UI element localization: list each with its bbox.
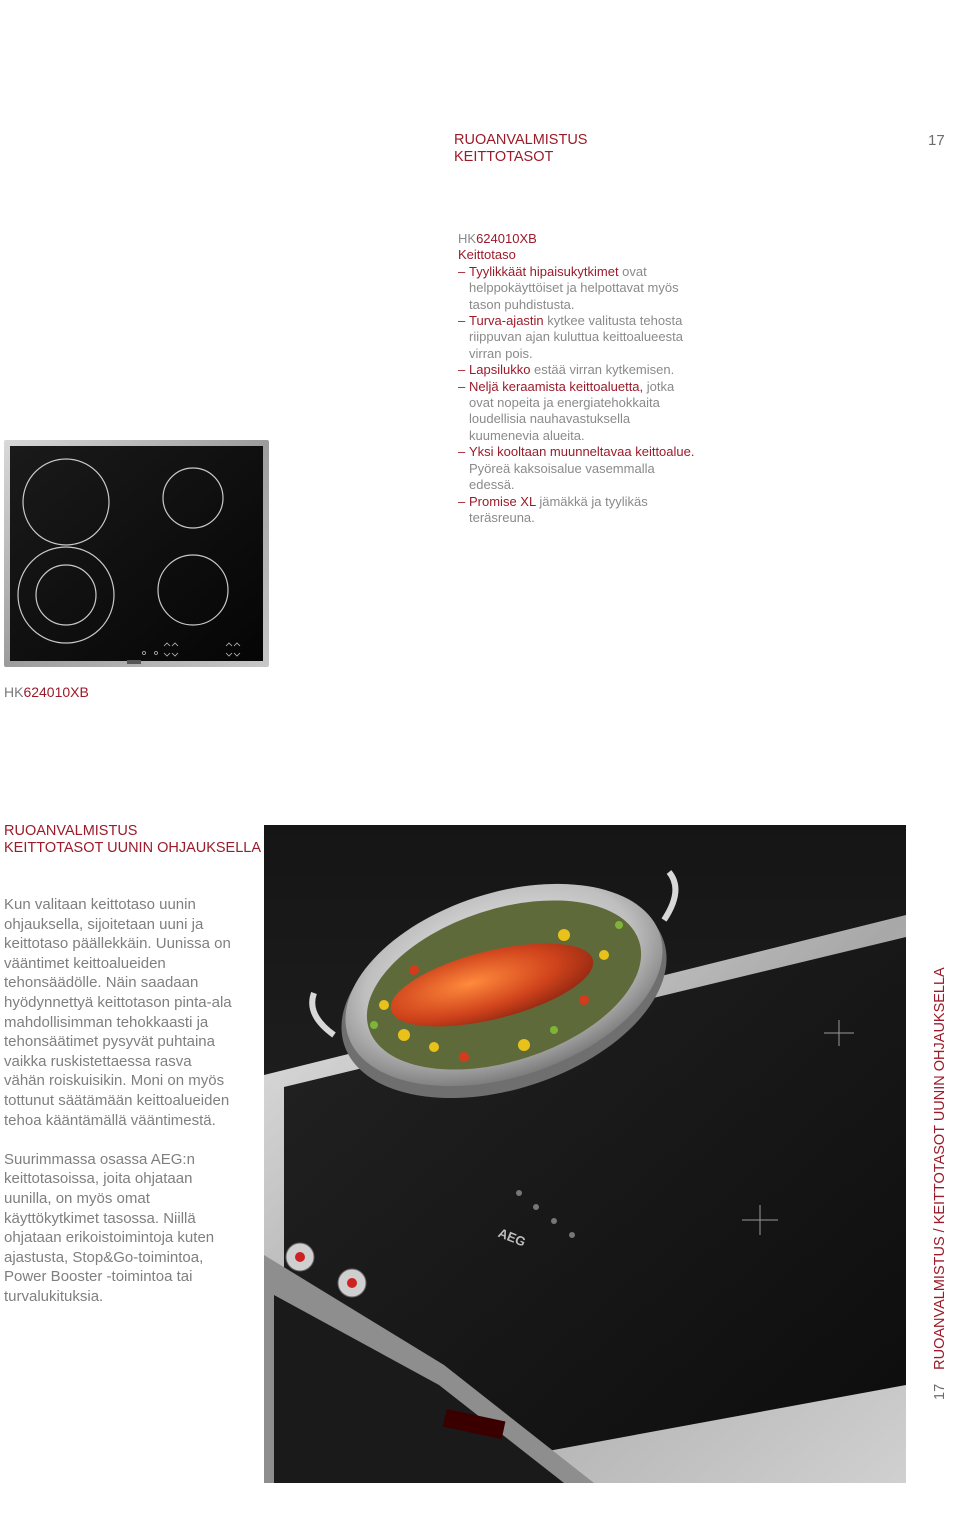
product-model-prefix: HK: [458, 231, 477, 246]
section-heading-line2: KEITTOTASOT: [454, 149, 554, 165]
feature-text: jotka ovat nopeita ja energiatehokkaita loudellisia nauhavastuksella kuumenevia alueita.: [469, 378, 675, 443]
feature-text: Pyöreä kaksoisalue vasemmalla edessä.: [469, 460, 655, 493]
aeg-logo: AEG: [496, 1225, 528, 1250]
feature-item: [458, 313, 698, 362]
body-text: [4, 895, 234, 1326]
feature-text: estää virran kytkemisen.: [530, 362, 675, 378]
feature-item: [458, 494, 698, 527]
product-description: [458, 231, 698, 526]
feature-item: [458, 362, 698, 378]
section2-heading-line2: KEITTOTASOT UUNIN OHJAUKSELLA: [4, 840, 262, 856]
side-page-number: 17: [932, 1383, 948, 1400]
side-running-header: [932, 967, 948, 1400]
body-paragraph: Suurimmassa osassa AEG:n keittotasoissa, joita ohjataan uunilla, on myös omat käyttökytkimet tasossa. Niillä ohjataan erikoistoimintoja kuten ajastusta, Stop&Go-toimintoa, Power Booster -toimintoa tai turvalukituksia.: [4, 1150, 215, 1305]
hob-product-image: [4, 440, 269, 667]
section-heading: [454, 132, 587, 166]
body-paragraph: Kun valitaan keittotaso uunin ohjauksella, sijoitetaan uuni ja keittotaso päällekkäin. Uunissa on vääntimet keittoalueiden tehonsäädölle. Näin saadaan hyödynnettyä keittotason pinta-ala mahdollisimman tehokkaasti ja tehonsäätimet pysyvät puhtaina vaikka ruskistettaessa rasva vähän roiskuisikin. Moni on myös tottunut säätämään keittoalueiden tehoa kääntämällä vääntimestä.: [4, 896, 232, 1129]
feature-strong: Yksi kooltaan muunneltavaa keittoalue.: [469, 444, 695, 460]
feature-text: ovat helppokäyttöiset ja helpottavat myös tason puhdistusta.: [469, 263, 679, 312]
feature-item: [458, 444, 698, 493]
section2-heading: [4, 823, 261, 857]
feature-item: [458, 379, 698, 445]
feature-text: kytkee valitusta tehosta riippuvan ajan kuluttua keittoalueesta virran pois.: [469, 313, 683, 361]
hob-caption-prefix: HK: [4, 684, 24, 700]
page-number: 17: [928, 132, 945, 149]
product-model: [458, 231, 698, 247]
feature-strong: Promise XL: [469, 493, 536, 509]
product-model-code: 624010XB: [476, 231, 537, 246]
feature-strong: Tyylikkäät hipaisukytkimet: [469, 263, 619, 279]
hob-with-pan-photo: [264, 825, 906, 1483]
feature-list: [458, 264, 698, 527]
feature-item: [458, 264, 698, 313]
hob-caption: [4, 684, 89, 700]
product-title: Keittotaso: [458, 247, 516, 263]
feature-text: jämäkkä ja tyylikäs teräsreuna.: [469, 493, 648, 525]
section2-heading-line1: RUOANVALMISTUS: [4, 823, 138, 839]
aeg-logo: [127, 660, 141, 664]
section-heading-line1: RUOANVALMISTUS: [454, 132, 588, 148]
hob-caption-code: 624010XB: [23, 684, 89, 700]
feature-strong: Neljä keraamista keittoaluetta,: [469, 378, 644, 394]
side-title: RUOANVALMISTUS / KEITTOTASOT UUNIN OHJAUKSELLA: [932, 967, 948, 1370]
feature-strong: Turva-ajastin: [469, 313, 544, 329]
feature-strong: Lapsilukko: [469, 362, 531, 378]
